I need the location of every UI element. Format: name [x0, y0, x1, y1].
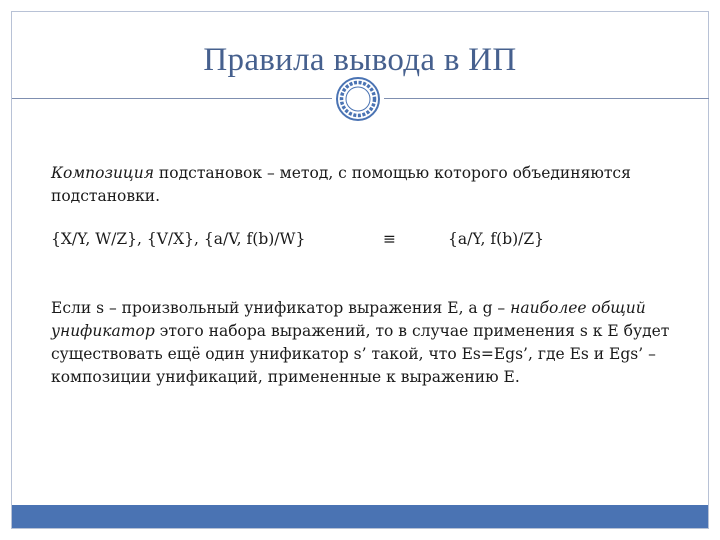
circle-ornament-icon	[332, 73, 384, 125]
composition-term: Композиция	[51, 164, 154, 182]
formula-equiv-symbol: ≡	[383, 230, 396, 248]
slide-title: Правила вывода в ИП	[203, 42, 517, 78]
mgu-term: наиболее общий унификатор	[51, 299, 646, 340]
formula-rhs: {a/Y, f(b)/Z}	[448, 230, 545, 248]
composition-formula	[51, 228, 681, 258]
composition-definition	[51, 162, 681, 208]
mgu-text-1: Если s – произвольный унификатор выражения E, а g –	[51, 299, 511, 317]
slide	[11, 11, 709, 529]
footer-bar	[12, 505, 708, 528]
slide-body	[51, 162, 681, 389]
title-divider-right	[384, 98, 709, 99]
mgu-text-2: этого набора выражений, то в случае применения s к E будет существовать ещё один унификатор s’ такой, что Es=Egs’, где Es и Egs’ – композиции унификаций, примененные к выражению E.	[51, 322, 670, 386]
mgu-explanation	[51, 297, 681, 389]
title-divider-left	[12, 98, 332, 99]
formula-lhs: {X/Y, W/Z}, {V/X}, {a/V, f(b)/W}	[51, 230, 306, 248]
composition-definition-text: подстановок – метод, с помощью которого объединяются подстановки.	[51, 164, 631, 205]
